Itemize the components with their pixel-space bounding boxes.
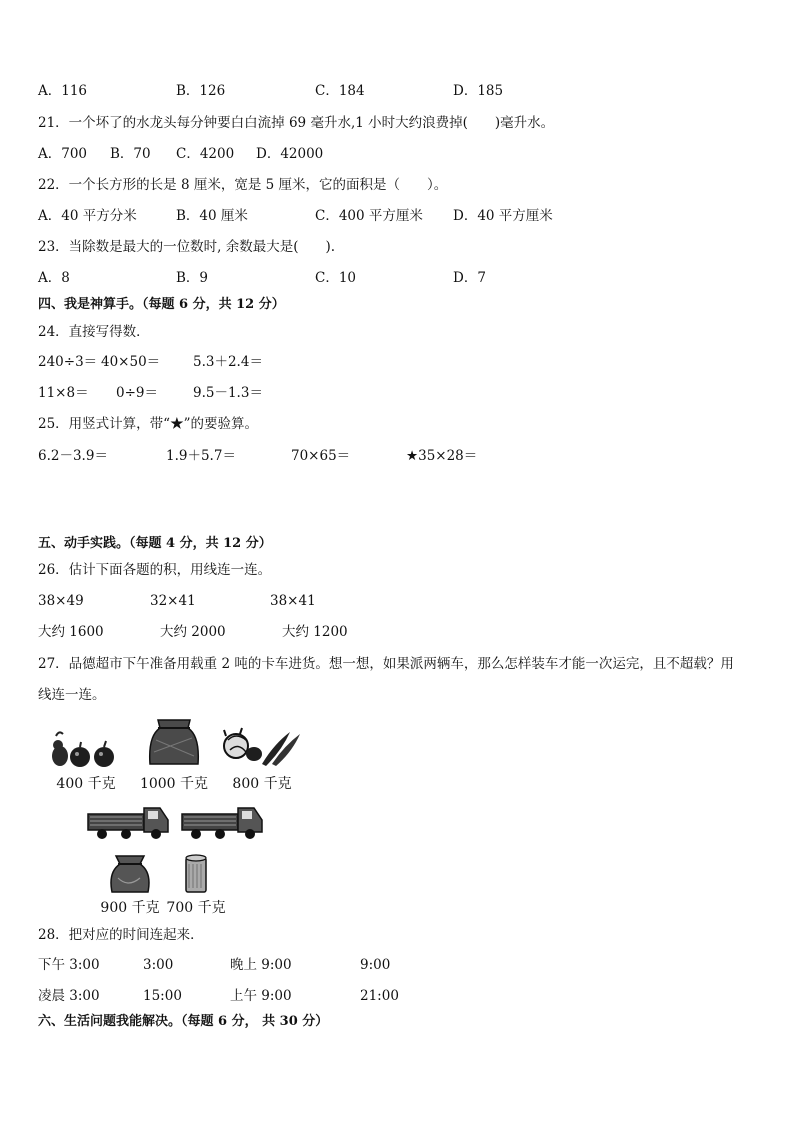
goods-weight-label: 800 千克 xyxy=(232,776,292,792)
truck-icon xyxy=(86,800,172,842)
q21-option-c: C．4200 xyxy=(176,146,235,162)
q21-option-b: B．70 xyxy=(110,146,151,162)
q25-stem: 25．用竖式计算，带“★”的要验算。 xyxy=(38,416,258,432)
q23-option-b: B．9 xyxy=(176,270,209,286)
truck-icon xyxy=(180,800,266,842)
q28-stem: 28．把对应的时间连起来． xyxy=(38,927,204,943)
truck-2 xyxy=(180,800,266,842)
grain-sack-icon xyxy=(136,716,212,768)
q28-time: 上午 9:00 xyxy=(230,988,292,1004)
q27-stem-line-1: 27．品德超市下午准备用载重 2 吨的卡车进货。想一想，如果派两辆车，那么怎样装车才能一次运完，且不超载？用 xyxy=(38,656,734,672)
goods-weight-label: 400 千克 xyxy=(56,776,116,792)
q23-option-d: D．7 xyxy=(453,270,486,286)
q24-item: 9.5－1.3＝ xyxy=(193,385,263,401)
q28-time: 凌晨 3:00 xyxy=(38,988,100,1004)
q20-option-d: D．185 xyxy=(453,83,504,99)
goods-weight-label: 700 千克 xyxy=(166,900,226,916)
q20-option-c: C．184 xyxy=(315,83,365,99)
q28-time: 下午 3:00 xyxy=(38,957,100,973)
barrel-icon xyxy=(164,852,228,894)
q26-stem: 26．估计下面各题的积，用线连一连。 xyxy=(38,562,272,578)
q26-estimate: 大约 2000 xyxy=(160,624,226,640)
q28-time: 21:00 xyxy=(360,988,399,1004)
q24-item: 11×8＝ xyxy=(38,385,89,401)
q21-option-a: A．700 xyxy=(38,146,88,162)
vegetables-icon xyxy=(220,724,304,768)
q21-stem: 21．一个坏了的水龙头每分钟要白白流掉 69 毫升水,1 小时大约浪费掉( )毫升水。 xyxy=(38,115,555,131)
goods-weight-label: 900 千克 xyxy=(100,900,160,916)
q24-item: 240÷3＝ xyxy=(38,354,98,370)
q28-time: 晚上 9:00 xyxy=(230,957,292,973)
q25-item: 70×65＝ xyxy=(291,448,351,464)
goods-weight-label: 1000 千克 xyxy=(139,776,209,792)
q28-time: 15:00 xyxy=(143,988,182,1004)
q26-product: 38×41 xyxy=(270,593,316,609)
fruit-icon xyxy=(46,728,126,768)
section-4-heading: 四、我是神算手。（每题 6 分，共 12 分） xyxy=(38,297,285,312)
bag-goods xyxy=(100,852,160,916)
q25-item: 6.2－3.9＝ xyxy=(38,448,108,464)
q24-item: 5.3＋2.4＝ xyxy=(193,354,263,370)
section-6-heading: 六、生活问题我能解决。（每题 6 分， 共 30 分） xyxy=(38,1014,329,1029)
fruit-goods xyxy=(46,728,126,794)
q28-time: 3:00 xyxy=(143,957,174,973)
bag-icon xyxy=(100,852,160,894)
q22-option-c: C．400 平方厘米 xyxy=(315,208,423,224)
q26-product: 32×41 xyxy=(150,593,196,609)
q25-item: ★35×28＝ xyxy=(406,448,478,464)
barrel-goods xyxy=(164,852,228,916)
q28-time: 9:00 xyxy=(360,957,391,973)
q23-option-c: C．10 xyxy=(315,270,357,286)
q24-item: 40×50＝ xyxy=(101,354,161,370)
section-5-heading: 五、动手实践。（每题 4 分，共 12 分） xyxy=(38,536,272,551)
q26-product: 38×49 xyxy=(38,593,84,609)
q20-option-b: B．126 xyxy=(176,83,226,99)
q24-item: 0÷9＝ xyxy=(116,385,158,401)
q23-option-a: A．8 xyxy=(38,270,70,286)
q27-stem-line-2: 线连一连。 xyxy=(38,687,106,703)
q25-item: 1.9＋5.7＝ xyxy=(166,448,236,464)
q22-option-d: D．40 平方厘米 xyxy=(453,208,553,224)
q21-option-d: D．42000 xyxy=(256,146,324,162)
q22-option-a: A．40 平方分米 xyxy=(38,208,137,224)
vegetable-goods xyxy=(220,724,304,794)
q23-stem: 23．当除数是最大的一位数时, 余数最大是( ). xyxy=(38,239,336,255)
q20-option-a: A．116 xyxy=(38,83,88,99)
q24-stem: 24．直接写得数． xyxy=(38,324,150,340)
q22-stem: 22．一个长方形的长是 8 厘米，宽是 5 厘米，它的面积是（ ）。 xyxy=(38,177,448,193)
q26-estimate: 大约 1200 xyxy=(282,624,348,640)
q26-estimate: 大约 1600 xyxy=(38,624,104,640)
sack-goods xyxy=(136,716,212,794)
q22-option-b: B．40 厘米 xyxy=(176,208,248,224)
truck-1 xyxy=(86,800,172,842)
